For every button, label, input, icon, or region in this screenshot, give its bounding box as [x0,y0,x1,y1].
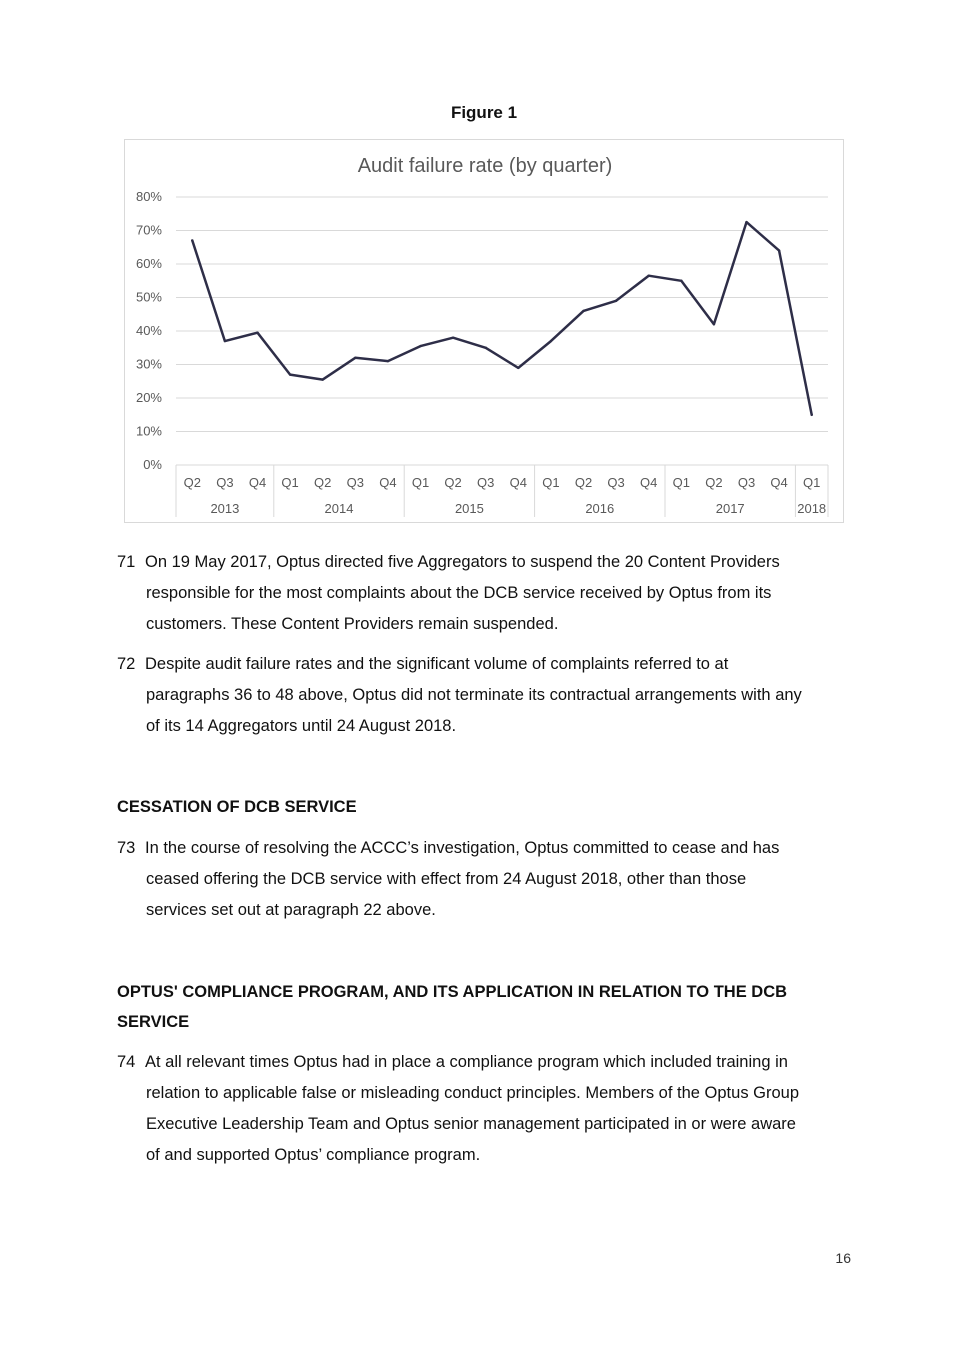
data-point [713,323,715,325]
x-tick-label: Q1 [542,475,560,490]
x-tick-label: Q4 [509,475,527,490]
x-tick-label: Q1 [803,475,821,490]
y-tick-label: 70% [135,222,162,238]
data-point [224,340,226,342]
data-point [680,280,682,282]
x-tick-label: Q3 [737,475,756,490]
paragraph-line: In the course of resolving the ACCC’s investigation, Optus committed to cease and has [145,839,780,857]
paragraph-line: At all relevant times Optus had in place a compliance program which included training in [145,1053,788,1071]
x-tick-label: Q4 [770,475,788,490]
data-point [289,373,291,375]
x-tick-label: Q3 [346,475,364,490]
paragraph-line: Executive Leadership Team and Optus senior management participated in or were aware [146,1115,796,1133]
x-tick-label: Q2 [705,475,723,490]
y-tick-label: 20% [135,390,162,405]
x-tick-label: Q2 [444,475,462,490]
chart-svg [125,140,845,524]
paragraph-73 [117,833,857,926]
x-tick-label: Q3 [607,475,625,490]
audit-failure-chart [124,139,844,523]
paragraph-line: of and supported Optus’ compliance program. [146,1146,481,1164]
data-point [811,414,813,416]
x-tick-label: Q3 [216,475,234,490]
x-tick-label: Q1 [281,475,299,490]
figure-title: Figure 1 [450,103,518,122]
x-tick-label: Q4 [379,475,397,490]
data-point [615,300,617,302]
data-point [191,239,193,241]
paragraph-number: 72 [117,655,136,673]
data-point [419,345,421,347]
data-point [322,378,324,380]
x-tick-label: Q1 [411,475,430,490]
heading-compliance [117,977,867,1037]
x-group-label: 2018 [797,501,827,516]
x-group-label: 2014 [324,501,354,516]
paragraph-line: ceased offering the DCB service with effect from 24 August 2018, other than those [146,870,747,888]
paragraph-number: 71 [117,553,136,571]
data-point [550,340,552,342]
x-tick-label: Q3 [477,475,495,490]
data-point [745,221,747,223]
paragraph-line: services set out at paragraph 22 above. [146,901,436,919]
paragraph-line: responsible for the most complaints about the DCB service received by Optus from its [146,584,772,602]
y-tick-label: 30% [135,356,162,372]
y-tick-label: 80% [135,189,162,204]
heading-cessation: CESSATION OF DCB SERVICE [117,798,357,816]
x-group-label: 2017 [715,501,745,516]
paragraph-74 [117,1047,857,1171]
page-number: 16 [835,1250,851,1266]
y-tick-label: 50% [135,289,162,305]
paragraph-line: Despite audit failure rates and the significant volume of complaints referred to at [145,655,729,673]
x-tick-label: Q1 [672,475,690,490]
paragraph-line: On 19 May 2017, Optus directed five Aggregators to suspend the 20 Content Providers [145,553,780,571]
paragraph-line: paragraphs 36 to 48 above, Optus did not terminate its contractual arrangements with any [146,686,802,704]
data-point [517,367,519,369]
data-point [387,360,389,362]
chart-title: Audit failure rate (by quarter) [357,155,613,177]
x-tick-label: Q2 [574,475,593,490]
heading-compliance-line2: SERVICE [117,1013,190,1031]
data-point [485,347,487,349]
y-tick-label: 0% [143,457,162,472]
heading-compliance-line1: OPTUS' COMPLIANCE PROGRAM, AND ITS APPLICATION IN RELATION TO THE DCB [117,983,788,1001]
paragraph-71 [117,547,857,640]
y-tick-label: 10% [135,423,162,439]
data-point [648,275,650,277]
paragraph-line: relation to applicable false or misleading conduct principles. Members of the Optus Group [146,1084,800,1102]
data-point [452,337,454,339]
y-tick-label: 40% [135,323,162,338]
paragraph-line: customers. These Content Providers remain suspended. [146,615,559,633]
x-group-label: 2013 [210,501,240,516]
data-point [778,249,780,251]
paragraph-number: 74 [117,1053,136,1071]
series-line [192,222,811,415]
x-group-label: 2016 [585,501,615,516]
data-point [354,357,356,359]
paragraph-number: 73 [117,839,136,857]
y-tick-label: 60% [135,256,162,271]
x-group-label: 2015 [454,501,484,516]
paragraph-line: of its 14 Aggregators until 24 August 2018. [146,717,457,735]
x-tick-label: Q4 [640,475,658,490]
data-point [256,331,258,333]
data-point [582,310,584,312]
x-tick-label: Q4 [248,475,267,490]
paragraph-72 [117,649,857,742]
x-tick-label: Q2 [314,475,332,490]
x-tick-label: Q2 [183,475,201,490]
